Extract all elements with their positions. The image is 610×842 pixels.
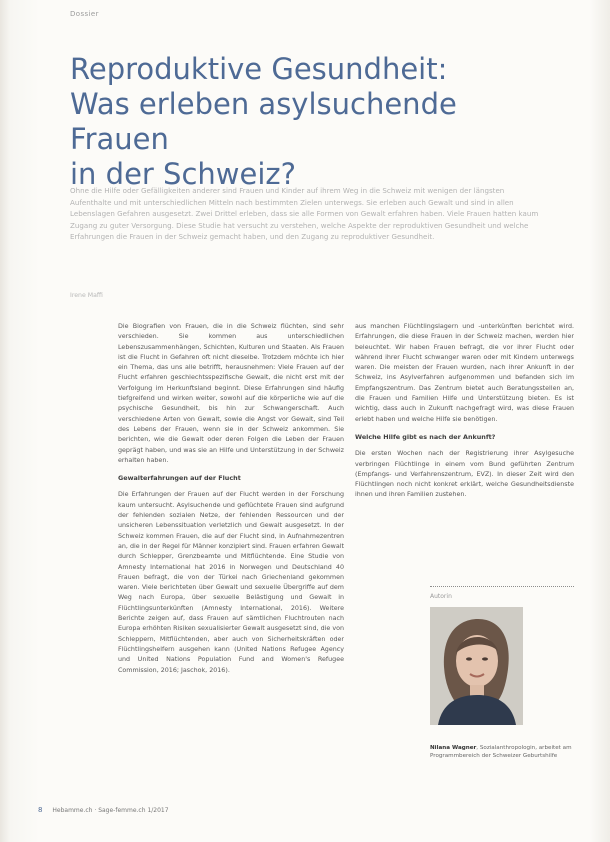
section-label: Dossier [70,10,99,18]
body-column-right [355,322,574,508]
body-paragraph: aus manchen Flüchtlingslagern und -unterkünften berichtet wird. Erfahrungen, die diese Frauen in der Schweiz machen, werden hier beleuchtet. Wir haben Frauen befragt, die vor ihrer Flucht oder während ihrer Flucht schwanger waren oder mit Kindern unterwegs waren. Die meisten der Frauen wurden, nach ihrer Ankunft in der Schweiz, ins Asylverfahren aufgenommen und befanden sich im Empfangszentrum. Das Zentrum bietet auch Beratungsstellen an, die Frauen und Familien Hilfe und Unterstützung bieten. Es ist wichtig, dass auch in Zukunft nachgefragt wird, was diese Frauen erlebt haben und welche Hilfe sie benötigen. [355,323,574,423]
author-label: Autorin [430,593,452,600]
title-line-1: Reproduktive Gesundheit: [70,52,448,86]
author-name: Nilana Wagner [430,745,477,751]
portrait-image [430,607,523,725]
page-footer [38,806,169,814]
subheading: Welche Hilfe gibt es nach der Ankunft? [355,432,496,441]
body-paragraph: Die Biografien von Frauen, die in die Schweiz flüchten, sind sehr verschieden. Sie kommen aus unterschiedlichen Lebenszusammenhängen, Schichten, Kulturen und Staaten. Als Frauen ist die Flucht in Gefahren oft nicht dieselbe. Trotzdem möchte ich hier ein Thema, das uns alle betrifft, herausnehmen: Viele Frauen auf der Flucht erfahren geschlechtsspezifische Gewalt, die nicht erst mit der Verfolgung im Herkunftsland beginnt. Diese Erfahrungen sind häufig tiefgreifend und wirken weiter, sowohl auf die körperliche wie auf die psychische Gesundheit, bis hin zur Schwangerschaft. Auch verschiedene Arten von Gewalt, sowie die Angst vor Gewalt, sind Teil des Lebens der Frauen, wenn sie in der Schweiz ankommen. Sie berichten, wie die Gewalt oder deren Folgen die Leben der Frauen geprägt haben, und was sie an Hilfe und Unterstützung in der Schweiz erhalten haben. [118,323,344,464]
author-description: Sozialanthropologin, arbeitet am Programmbereich der Schweizer Geburtshilfe [430,745,572,760]
author-photo [430,607,523,725]
author-caption: Nilana Wagner, Sozialanthropologin, arbeitet am Programmbereich der Schweizer Geburtshilfe [430,745,572,760]
article-title [70,52,540,192]
body-column-left [118,322,344,683]
page-number: 8 [38,806,43,814]
body-paragraph: Die Erfahrungen der Frauen auf der Flucht werden in der Forschung kaum untersucht. Asylsuchende und geflüchtete Frauen sind aufgrund der fehlenden sozialen Netze, der fehlenden Ressourcen und der unsicheren Lebenssituation verletzlich und Gewalt ausgesetzt. In der Schweiz kommen Frauen, die auf der Flucht sind, in Aufnahmezentren an, die in der Regel für Männer konzipiert sind. Frauen erfahren Gewalt durch Schlepper, Grenzbeamte und Mitflüchtende. Eine Studie von Amnesty International hat 2016 in Norwegen und Deutschland 40 Frauen befragt, die von der Türkei nach Griechenland gekommen waren. Viele berichteten über Gewalt und sexuelle Übergriffe auf dem Weg nach Europa, über sexuelle Belästigung und Gewalt in Flüchtlingsunterkünften (Amnesty International, 2016). Weitere Berichte zeigen auf, dass Frauen auf sämtlichen Fluchtrouten nach Europa erhöhten Risiken sexualisierter Gewalt ausgesetzt sind, die von Schleppern, Mitflüchtenden, aber auch von Sicherheitskräften oder Flüchtlingshelfern ausgehen kann (United Nations Refugee Agency und United Nations Population Fund and Women's Refugee Commission, 2016; Jaschok, 2016). [118,491,344,674]
publication-name: Hebamme.ch · Sage-femme.ch 1/2017 [52,807,169,814]
article-byline: Irene Maffi [70,292,103,299]
title-line-2: Was erleben asylsuchende Frauen [70,87,457,156]
body-paragraph: Die ersten Wochen nach der Registrierung ihrer Asylgesuche verbringen Flüchtlinge in einem vom Bund geführten Zentrum (Empfangs- und Verfahrenszentrum, EVZ). In dieser Zeit wird den Flüchtlingen noch nicht konkret erklärt, welche Gesundheitsdienste ihnen und ihren Familien zustehen. [355,450,574,499]
subheading: Gewalterfahrungen auf der Flucht [118,474,241,483]
author-box [430,586,574,729]
article-lead: Ohne die Hilfe oder Gefälligkeiten anderer sind Frauen und Kinder auf ihrem Weg in die Schweiz mit wenigen der längsten Aufenthalte und mit unterschiedlichen Mitteln nach bestimmten Zielen unterwegs. Sie erleben auch Gewalt und sind in allen Lebenslagen Gefahren ausgesetzt. Zwei Drittel erleben, dass sie alle Formen von Gewalt erfahren haben. Viele Frauen hatten kaum Zugang zu guter Versorgung. Diese Studie hat versucht zu verstehen, welche Aspekte der reproduktiven Gesundheit und welche Erfahrungen die Frauen in der Schweiz gemacht haben, und den Zugang zu reproduktiver Gesundheit. [70,186,539,242]
title-line-3: in der Schweiz? [70,157,297,191]
